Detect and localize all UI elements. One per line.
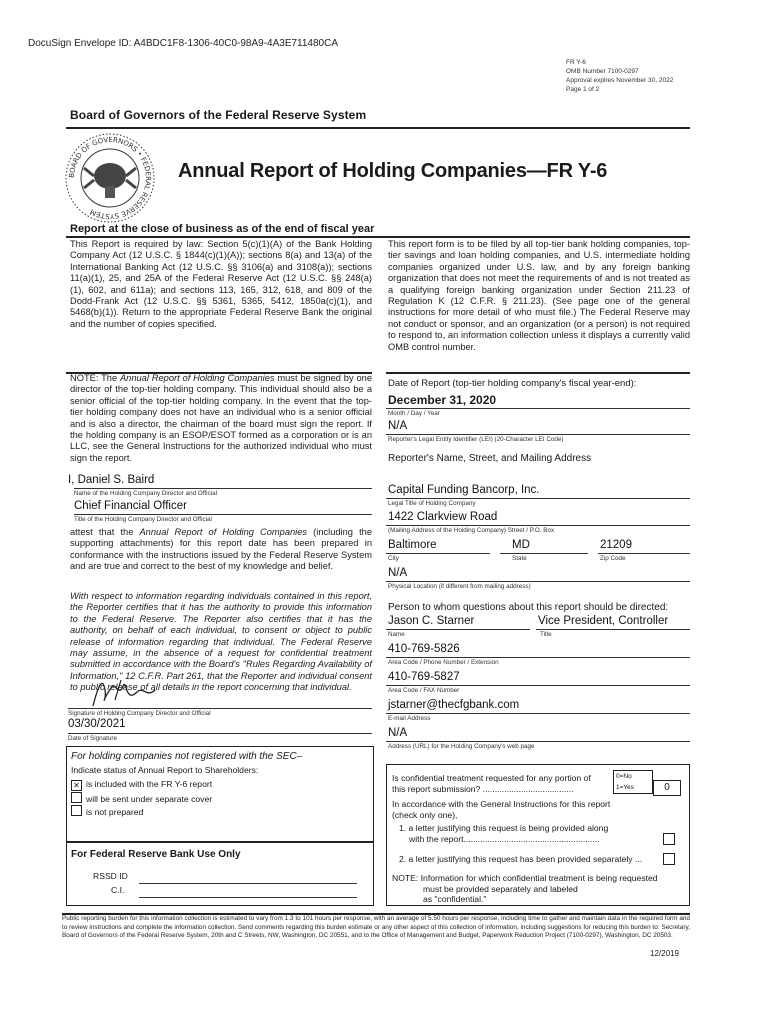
attestation-text [70,527,372,573]
signature-date-line [68,733,372,734]
fax-line [386,685,690,686]
fax-label: Area Code / FAX Number [388,687,460,694]
note-italic: Annual Report of Holding Companies [119,373,275,383]
form-revision-date: 12/2019 [650,949,679,958]
signer-name-line [74,488,372,489]
sec-box-subtitle: Indicate status of Annual Report to Shareholders: [71,765,259,775]
contact-heading: Person to whom questions about this report should be directed: [388,602,669,613]
ci-label: C.I. [111,885,125,895]
note-lead: NOTE: The [70,373,120,383]
conf-question-line2: this report submission? ...................................... [392,784,574,794]
checkbox-separate[interactable] [71,792,82,803]
section-heading: Report at the close of business as of the end of fiscal year [70,223,375,235]
conf-item1-line2: with the report......................................................... [409,834,600,844]
page-number: Page 1 of 2 [566,86,600,93]
city-line [386,553,490,554]
envelope-id: DocuSign Envelope ID: A4BDC1F8-1306-40C0-98A9-4A3E711480CA [28,38,339,49]
city-field[interactable]: Baltimore [388,539,437,551]
sec-option-not-prepared[interactable] [71,805,143,818]
conf-code-key [613,770,653,794]
legal-basis-text: This Report is required by law: Section 5(c)(1)(A) of the Bank Holding Company Act (12 U.S.C. § 1844(c)(1)(A)); sections 8(a) and 13(a) of the International Banking Act (12 U.S.C. §§ 3106(a) and 3108(a)); sections 11(a)(1), 25, and 25A of the Federal Reserve Act (12 U.S.C. §§ 248(a)(1), 602, and 611a); and sections 113, 165, 312, 618, and 809 of the Dodd-Frank Act (12 U.S.C. §§ 5361, 5365, 5412, 1850a(c)(1), and 5468(b)(1)). Return to the appropriate Federal Reserve Bank the original and the number of copies specified. [70,239,372,329]
company-line [386,498,690,499]
lei-line [386,434,690,435]
signer-name-row [68,474,154,486]
sec-status-box [66,746,374,842]
phone-field[interactable]: 410-769-5826 [388,643,460,655]
conf-instruction-line2: (check only one), [392,810,458,820]
federal-reserve-seal-icon [64,132,156,224]
omb-number: OMB Number 7100-0297 [566,68,639,75]
email-label: E-mail Address [388,715,431,722]
zip-label: Zip Code [600,555,626,562]
conf-question-line1: Is confidential treatment requested for any portion of [392,773,591,783]
conf-no-code: 0=No [616,773,632,780]
fed-use-box [66,842,374,906]
phone-label: Area Code / Phone Number / Extension [388,659,499,666]
title-label: Title [540,631,552,638]
filing-requirement-text: This report form is to be filed by all top-tier bank holding companies, top-tier savings and loan holding companies, and U.S. intermediate holding companies organized under U.S. law, and by any foreign banking organization that does not meet the requirements of and is not treated as a qualifying foreign banking organization under Section 211.23 of Regulation K (12 C.F.R. § 211.23). (See page one of the general instructions for more detail of who must file.) The Federal Reserve may not conduct or sponsor, and an organization (or a person) is not required to respond to, an information collection unless it displays a currently valid OMB control number. [388,239,690,352]
checkbox-not-prepared[interactable] [71,805,82,816]
signer-title-field[interactable]: Chief Financial Officer [74,500,187,512]
conf-note-line1: NOTE: Information for which confidential treatment is being requested [392,873,658,883]
attest-italic: Annual Report of Holding Companies [139,527,308,537]
signature-line [68,708,372,709]
report-date-label: Date of Report (top-tier holding company's fiscal year-end): [388,378,637,389]
email-field[interactable]: jstarner@thecfgbank.com [388,699,520,711]
url-label: Address (URL) for the Holding Company's web page [388,743,535,750]
header-rule [66,127,690,129]
physical-location-line [386,581,690,582]
handwritten-signature-icon [85,676,175,710]
checkbox-included[interactable]: ✕ [71,780,82,791]
contact-name-field[interactable]: Jason C. Starner [388,615,475,627]
reporter-heading: Reporter's Name, Street, and Mailing Address [388,453,592,464]
board-name: Board of Governors of the Federal Reserve System [70,108,367,122]
conf-item1-line1: 1. a letter justifying this request is being provided along [399,823,609,833]
sec-box-title: For holding companies not registered with the SEC– [71,751,303,762]
contact-title-field[interactable]: Vice President, Controller [538,615,669,627]
conf-item2-label: 2. a letter justifying this request has been provided separately ... [399,854,643,864]
signature-label: Signature of Holding Company Director and Official [68,710,211,717]
note-rest: must be signed by one director of the top-tier holding company. This individual should also be a senior official of the top-tier holding company. In the event that the top-tier holding company does not have an individual who is a senior official and is also a director, the chairman of the board must sign the report. If the holding company is an ESOP/ESOT formed as a corporation or is an LLC, see the General Instructions for the authorized individual who must sign the report. [70,373,372,463]
state-label: State [512,555,527,562]
lei-label: Reporter's Legal Entity Identifier (LEI) (20-Character LEI Code) [388,436,564,443]
contact-title-line [536,629,690,630]
phone-line [386,657,690,658]
option-included-label: is included with the FR Y-6 report [86,779,213,789]
signer-title-label: Title of the Holding Company Director and Official [74,516,212,523]
section-rule [66,236,690,238]
url-line [386,741,690,742]
conf-item1-checkbox[interactable] [663,833,675,845]
signer-name-label: Name of the Holding Company Director and Official [74,490,218,497]
conf-answer-field[interactable]: 0 [653,780,681,796]
fed-use-title: For Federal Reserve Bank Use Only [71,849,241,860]
physical-location-label: Physical Location (if different from mailing address) [388,583,531,590]
street-field[interactable]: 1422 Clarkview Road [388,511,498,523]
street-line [386,525,690,526]
form-number: FR Y-6 [566,59,586,66]
attest-lead: attest that the [70,527,140,537]
approval-expiry: Approval expires November 30, 2022 [566,77,674,84]
signer-title-line [74,514,372,515]
sec-option-included[interactable] [71,779,212,791]
signer-prefix: I, [68,474,75,486]
ci-input[interactable] [139,897,357,898]
report-date-rule [386,372,690,374]
confidential-treatment-box [386,764,690,906]
report-date-format: Month / Day / Year [388,410,440,417]
signer-note [70,373,372,464]
conf-yes-code: 1=Yes [616,784,635,791]
rssd-label: RSSD ID [93,871,128,881]
conf-instruction-line1: In accordance with the General Instructions for this report [392,799,611,809]
signature-date-field[interactable]: 03/30/2021 [68,718,126,730]
company-label: Legal Title of Holding Company [388,500,476,507]
zip-field[interactable]: 21209 [600,539,632,551]
burden-statement: Public reporting burden for this information collection is estimated to vary from 1.3 to 101 hours per response, with an average of 5.50 hours per response, including time to gather and maintain data in the required form and to review instructions and complete the information collection. Send comments regarding this burden estimate or any other aspect of this collection of information, including suggestions for reducing this burden to: Secretary, Board of Governors of the Federal Reserve System, 20th and C Streets, NW, Washington, DC 20551, and to the Office of Management and Budget, Paperwork Reduction Project (7100-0297), Washington, DC 20503. [62,915,690,940]
report-date-line [386,408,690,409]
signature-date-label: Date of Signature [68,735,118,742]
url-field[interactable]: N/A [388,727,408,739]
email-line [386,713,690,714]
company-name-field[interactable]: Capital Funding Bancorp, Inc. [388,484,540,496]
street-label: (Mailing Address of the Holding Company) Street / P.O. Box [388,527,555,534]
seal-text: BOARD OF GOVERNORS • FEDERAL RESERVE SYSTEM [67,135,153,221]
attest-rest: (including the supporting attachments) for this report date has been prepared in conformance with the instructions issued by the Federal Reserve System and are true and correct to the best of my knowledge and belief. [70,527,372,572]
signer-name-field[interactable]: Daniel S. Baird [77,474,155,486]
option-not-prepared-label: is not prepared [86,807,144,817]
individual-info-certification: With respect to information regarding individuals contained in this report, the Reporter certifies that it has the authority to provide this information to the Federal Reserve. The Reporter also certifies that it has the authority, on behalf of each individual, to consent or object to public release of information regarding that individual. The Federal Reserve may assume, in the absence of a request for confidential treatment submitted in accordance with the Board's "Rules Regarding Availability of Information," 12 C.F.R. Part 261, that the Reporter and individual consent to public release of all details in the report concerning that individual. [70,591,372,693]
city-label: City [388,555,399,562]
option-separate-label: will be sent under separate cover [86,794,213,804]
fax-field[interactable]: 410-769-5827 [388,671,460,683]
contact-name-line [386,629,530,630]
conf-note-line2: must be provided separately and labeled [423,884,578,894]
lei-field[interactable]: N/A [388,420,408,432]
state-line [500,553,588,554]
conf-item2-checkbox[interactable] [663,853,675,865]
name-label: Name [388,631,405,638]
sec-option-separate[interactable] [71,792,212,805]
zip-line [598,553,690,554]
rssd-input[interactable] [139,883,357,884]
page-title: Annual Report of Holding Companies—FR Y-6 [178,160,608,182]
form-info [566,58,673,94]
physical-location-field[interactable]: N/A [388,567,408,579]
conf-note-line3: as "confidential." [423,894,487,904]
report-date-field[interactable]: December 31, 2020 [388,393,497,407]
state-field[interactable]: MD [512,539,530,551]
